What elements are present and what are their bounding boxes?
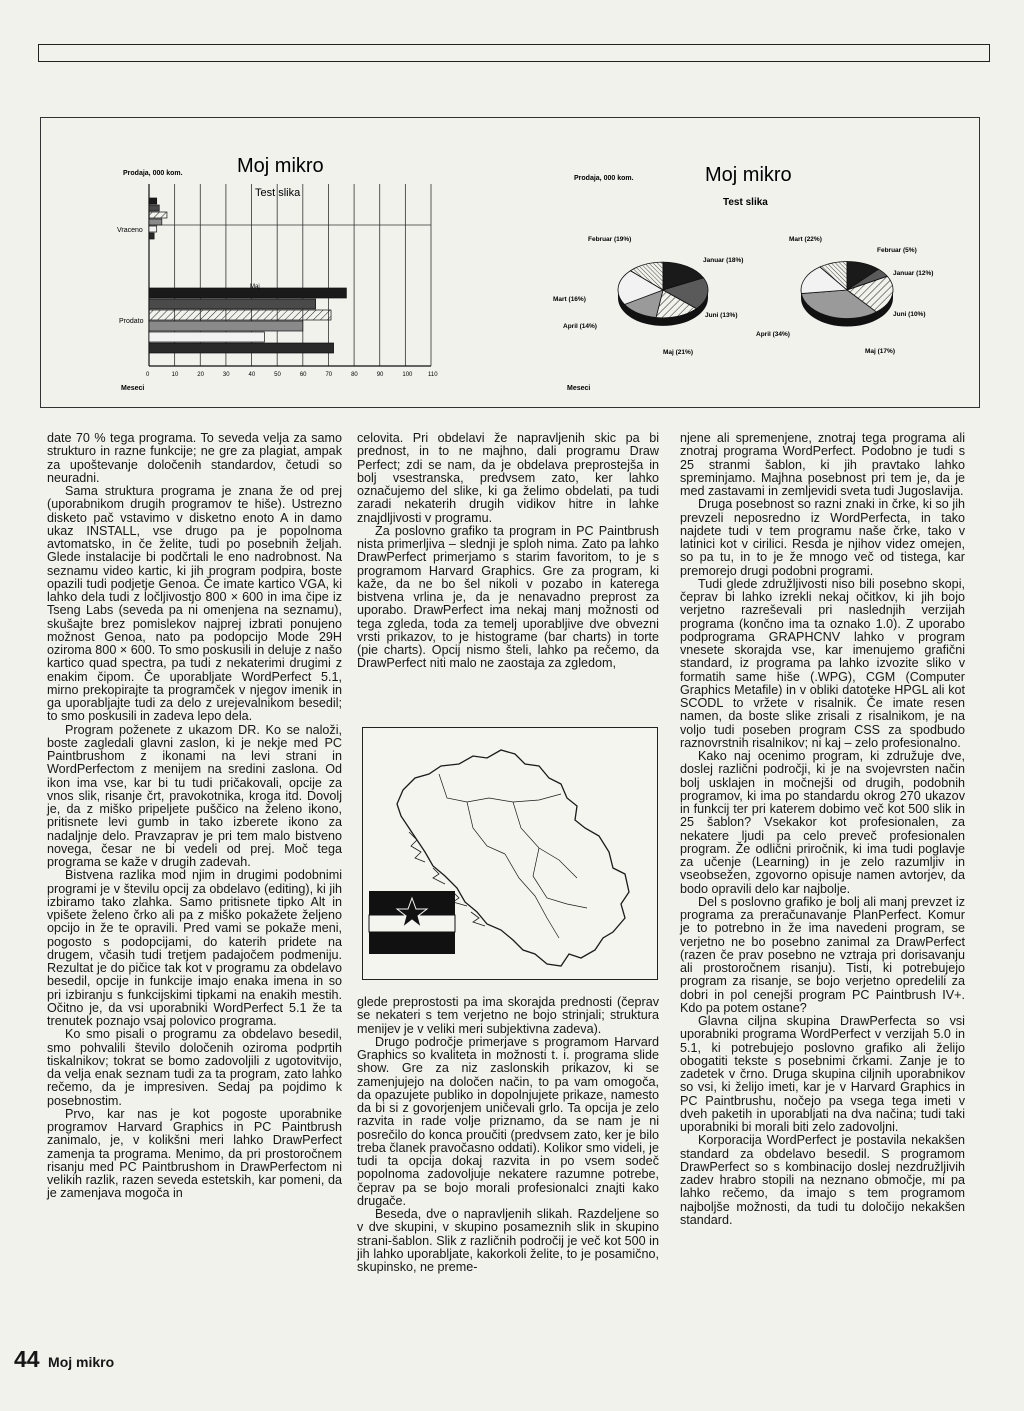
bar-mark <box>149 321 303 331</box>
col2-paragraph: Drugo področje primerjave s programom Harvard Graphics so kvaliteta in možnosti t. i. programa slide show. Gre za niz zaslonskih prikazov, ki se zamenjujejo na določen način, to pa vam omogoča, da opazujete publiko in dopolnjujete prikaze, namesto da bi si z govorjenjem uničevali grlo. Ta opcija je zelo razvita in rade volje priznamo, da se nam je ni posrečilo do konca proučiti (predvsem zato, ker je bilo treba članek pravočasno oddati). Kolikor smo videli, je tudi ta opcija dokaj razvita in po vsem sodeč popolnoma zadovoljuje nekatere razumne potrebe, čeprav pa se bojo morali profesionalci znajti kako drugače. <box>357 1034 659 1208</box>
article-column-1 <box>47 432 342 1201</box>
page-number: 44 <box>14 1346 40 1372</box>
bar-tick-label: 40 <box>248 372 256 378</box>
bar-chart-ylabel: Prodaja, 000 kom. <box>123 170 183 177</box>
pie1-label-juni: Juni (13%) <box>705 312 738 319</box>
magazine-name: Moj mikro <box>48 1354 115 1370</box>
figure-svg <box>41 118 981 409</box>
bar-chart <box>117 155 438 392</box>
bar-mark <box>149 332 264 342</box>
bar-tick-label: 20 <box>197 372 204 378</box>
republic-borders <box>439 774 587 938</box>
pie1-label-april: April (14%) <box>563 323 597 330</box>
pie1-label-mart: Mart (16%) <box>553 296 586 303</box>
bar-mark <box>149 205 159 211</box>
pie-chart-ylabel: Prodaja, 000 kom. <box>574 175 634 182</box>
pie-chart-xlabel: Meseci <box>567 385 591 392</box>
pie2-label-maj: Maj (17%) <box>865 348 895 355</box>
pie-chart-title: Moj mikro <box>705 164 792 186</box>
bar-chart-title: Moj mikro <box>237 155 324 177</box>
bar-mark <box>149 212 167 218</box>
bar-chart-xlabel: Meseci <box>121 385 145 392</box>
bar-row-label-vraceno: Vraceno <box>117 227 143 234</box>
yugoslavia-map-figure <box>362 727 658 980</box>
bar-mark <box>149 233 154 239</box>
bar-tick-label: 100 <box>402 372 413 378</box>
col2-paragraph: Za poslovno grafiko ta program in PC Paintbrush nista primerljiva – slednji je sploh nima. Zato pa lahko DrawPerfect primerjamo s starim favoritom, to je s programom Harvard Graphics. Gre za program, ki kaže, da ne bo šel nikoli v pozabo in katerega bistvena vrlina je, da je nenavadno preprost za uporabo. DrawPerfect ima nekaj manj možnosti od tega zgleda, toda za temelj uporabljive dve obvezni vrsti prikazov, to je histograme (bar charts) in torte (pie charts). Opcij nismo šteli, lahko pa rečemo, da DrawPerfect niti malo ne zaostaja za zgledom, <box>357 523 659 671</box>
flag <box>369 891 455 954</box>
article-column-3 <box>680 432 965 1227</box>
pie2-label-april: April (34%) <box>756 331 790 338</box>
header-band <box>38 44 990 62</box>
pie-chart-1 <box>618 262 708 326</box>
pie-chart-2 <box>801 261 893 326</box>
bar-mark <box>149 219 162 225</box>
col2-paragraph: glede preprostosti pa ima skorajda prednosti (čeprav se nekateri s tem verjetno ne bojo strinjali; struktura menijev je v veliki meri subjektivna zadeva). <box>357 995 659 1036</box>
bar-mark <box>149 226 157 232</box>
article-column-2-bottom <box>357 996 659 1274</box>
col3-paragraph: Korporacija WordPerfect je postavila nekakšen standard za obdelavo besedil. S programom DrawPerfect so s kombinacijo doslej nezdružljivih zadev hrabro stopili na neznano območje, mi pa lahko rečemo, da imajo s tem programom najboljše možnosti, da tudi tu določijo nekakšen standard. <box>680 1133 965 1227</box>
bar-mark <box>149 343 334 353</box>
pie1-label-maj: Maj (21%) <box>663 349 693 356</box>
article-column-2-top <box>357 432 659 671</box>
col3-paragraph: Kako naj ocenimo program, ki združuje dve, doslej različni področji, ki je na svojevrsten način bolj usklajen in močnejši od drugih, podobnih programov, ki ima po standardu okrog 270 ukazov in funkcij ter pri katerem dobimo več kot 500 slik in 25 šablon? Vsekakor kot profesionalen, za nekatere ljudi pa celo preveč profesionalen program. Že odlični priročnik, ki ima tudi poglavje za učenje (Learning) in je zelo razumljiv in vseobsežen, zgovorno opisuje namen avtorjev, da bodo opravili delo kar najbolje. <box>680 749 965 896</box>
figure-box <box>40 117 980 408</box>
col3-paragraph: Del s poslovno grafiko je bolj ali manj prevzet iz programa za preračunavanje PlanPerfect. Komur je to potrebno in že ima navedeni program, se verjetno ne bo posebno zanimal za DrawPerfect (razen če prav posebno ne vztraja pri dorisavanju ali prostoročnem risanju). Tisti, ki potrebujejo program za risanje, se bojo verjetno opredelili za dobri in pol cenejši program PC Paintbrush IV+. Kdo pa potem ostane? <box>680 894 965 1015</box>
bar-chart-bars <box>149 198 346 353</box>
bar-tick-label: 50 <box>274 372 281 378</box>
col3-paragraph: Tudi glede združljivosti niso bili posebno skopi, čeprav bi lahko izrekli nekaj očitkov, ki jih bojo verjetno razreševali pri naslednjih verzijah programa (končno ima ta oznako 1.0). Z uporabo podprograma GRAPHCNV lahko v program vnesete skorajda vse, kar imenujemo grafični standard, iz programa pa lahko izvozite sliko v formatih same hiše (.WPG), CGM (Computer Graphics Metafile) in v obliki datoteke HPGL ali kot SCODL to vržete v risalnik. Če imate resen namen, da boste slike zrisali z risalnikom, je na voljo tudi poseben program CSS za spodbudo raznovrstnih risalnikov; ni kaj – zelo profesionalno. <box>680 576 965 750</box>
bar-tick-label: 90 <box>376 372 384 378</box>
col1-paragraph: Ko smo pisali o programu za obdelavo besedil, smo pohvalili število določenih oziroma podprtih tiskalnikov; tokrat se bomo zadovoljili z ugotovitvijo, da velja enak seznam tudi za ta program, zato lahko rečemo, da je impresiven. Sedaj pa pojdimo k posebnostim. <box>47 1027 342 1108</box>
pie1-label-januar: Januar (18%) <box>703 257 744 264</box>
bar-tick-label: 0 <box>146 372 150 378</box>
pie-chart-subtitle: Test slika <box>723 197 768 208</box>
map-svg <box>363 728 659 981</box>
bar-mark <box>149 288 346 298</box>
pie2-label-mart: Mart (22%) <box>789 236 822 243</box>
bar-tick-label: 60 <box>299 372 307 378</box>
col1-paragraph: Bistvena razlika mod njim in drugimi podobnimi programi je v številu opcij za obdelavo (editing), ki jih izbiramo tako zlahka. Samo pritisnete tipko Alt in vpišete želeno črko ali pa z miško pokažete željeno opcijo in že te opravili. Pred vami se pokaže meni, pogosto s podopcijami, do katerih pridete na drugem, včasih tudi tretjem padajočem podmeniju. Rezultat je do pičice tak kot v programu za obdelavo besedil, opcije in funkcije imajo enaka imena in so pri izbiranju s funkcijskimi tipkami na enakih mestih. Očitno je, da vsi uporabniki WordPerfect 5.1 že ta trenutek poznajo vsaj polovico programa. <box>47 868 342 1028</box>
col2-paragraph: Beseda, dve o napravljenih slikah. Razdeljene so v dve skupini, v skupino posameznih slik in skupino strani-šablon. Slik z različnih področij je več kot 500 in jih lahko uporabljate, kakorkoli želite, to je posamično, skupinsko, ne preme- <box>357 1207 659 1274</box>
bar-chart-subtitle: Test slika <box>255 187 301 199</box>
bar-tick-label: 80 <box>351 372 358 378</box>
bar-inner-label-maj: Maj <box>250 284 260 290</box>
page-footer <box>14 1346 114 1373</box>
bar-tick-label: 110 <box>428 372 438 378</box>
col1-paragraph: date 70 % tega programa. To seveda velja za samo strukturo in razne funkcije; ne gre za plagiat, ampak za upoštevanje določenih standardov, četudi so neuradni. <box>47 431 342 485</box>
col1-paragraph: Program poženete z ukazom DR. Ko se naloži, boste zagledali glavni zaslon, ki je nekje med PC Paintbrushom z ikonami na levi strani in WordPerfectom z menijem na sredini zaslona. Od ikon ima vse, kar bi tu tudi pričakovali, opcije za vnos slik, risanje črt, pravokotnika, kroga itd. Dovolj je, da z miško pripeljete puščico na želeno ikono, pritisnete levi gumb in tako izberete ikono za nadaljnje delo. Pravzaprav je pri tem malo bistveno novega, česar ne bi vedeli od prej. Moč tega programa se kaže v drugih zadevah. <box>47 722 342 869</box>
pie2-label-juni: Juni (10%) <box>893 311 926 318</box>
pie-chart-panel <box>553 164 933 392</box>
bar-mark <box>149 198 157 204</box>
bar-tick-label: 30 <box>222 372 230 378</box>
col1-paragraph: Prvo, kar nas je kot pogoste uporabnike programov Harvard Graphics in PC Paintbrush zanimalo, je, v kolikšni meri lahko DrawPerfect zamenja ta programa. Menimo, da pri prostoročnem risanju med PC Paintbrushom in DrawPerfectom ni velikih razlik, razen seveda estetskih, kar pomeni, da je zamenjava mogoča in <box>47 1106 342 1201</box>
bar-mark <box>149 299 316 309</box>
col3-paragraph: Druga posebnost so razni znaki in črke, ki so jih prevzeli neposredno iz WordPerfecta, in tako najdete tudi v tem programu naše črke, tako v latinici kot v cirilici. Resda je njihov videz omejen, so pa tu, in to je že mnogo več od tistega, kar premorejo drugi podobni programi. <box>680 497 965 578</box>
pie2-label-februar: Februar (5%) <box>877 247 917 254</box>
pie2-label-januar: Januar (12%) <box>893 270 934 277</box>
col3-paragraph: Glavna ciljna skupina DrawPerfecta so vsi uporabniki programa WordPerfect v verzijah 5.0 in 5.1, ki potrebujejo poslovno grafiko ali želijo obogatiti tekste s posebnimi črkami. Zanje je to zadetek v črno. Druga skupina ciljnih uporabnikov so vsi, ki želijo imeti, kar je v Harvard Graphics in PC Paintbrushu, nočejo pa vsega tega imeti v dveh paketih in uporabljati na dva načina; tudi taki uporabniki bi morali biti zelo zadovoljni. <box>680 1014 965 1134</box>
col3-paragraph: njene ali spremenjene, znotraj tega programa ali znotraj programa WordPerfect. Podobno je tudi s 25 stranmi šablon, ki jih pravtako lahko spreminjamo. Majhna posebnost pri tem je, da je med zastavami in zemljevidi sveta tudi Jugoslavija. <box>680 431 965 498</box>
bar-mark <box>149 310 331 320</box>
bar-tick-label: 70 <box>325 372 333 378</box>
col2-paragraph: celovita. Pri obdelavi že napravljenih skic pa bi prednost, in to ne majhno, dali programu Draw Perfect; zdi se nam, da je obdelava preprostejša in bolj vsestranska, predvsem zato, ker lahko označujemo del slike, ki ga želimo obdelati, pa tudi zaradi nekaterih drugih vidikov hitre in lahke znajdljivosti v programu. <box>357 431 659 525</box>
col1-paragraph: Sama struktura programa je znana že od prej (uporabnikom drugih programov te hiše). Ustrezno disketo pač vstavimo v disketno enoto A in damo ukaz INSTALL, vse drugo pa je popolnoma avtomatsko, in če želite, tudi po posebnih željah. Glede instalacije bi podčrtali le eno nadrobnost. Na seznamu video kartic, ki jih program podpira, boste opazili tudi podjetje Genoa. Če imate kartico VGA, ki lahko dela tudi z ločljivostjo 800 × 600 in ima čipe iz Tseng Labs (seveda pa ni omenjena na seznamu), skušajte brez pomislekov najprej izbrati ponujeno možnost Genoa, nato pa podopcijo Mode 29H oziroma 800 × 600. To smo poskusili in deluje z našo kartico quad spectra, pa tudi z nekaterimi drugimi z enakim čipom. Če uporabljate WordPerfect 5.1, mirno prekopirajte ta programček v njegov imenik in ga uporabljajte tudi za delo z urejevalnikom besedil; to smo poskusili in zadeva lepo dela. <box>47 484 342 724</box>
bar-tick-label: 10 <box>171 372 179 378</box>
pie1-label-februar: Februar (19%) <box>588 236 632 243</box>
bar-chart-ticks <box>146 372 438 378</box>
bar-row-label-prodato: Prodato <box>119 318 144 325</box>
